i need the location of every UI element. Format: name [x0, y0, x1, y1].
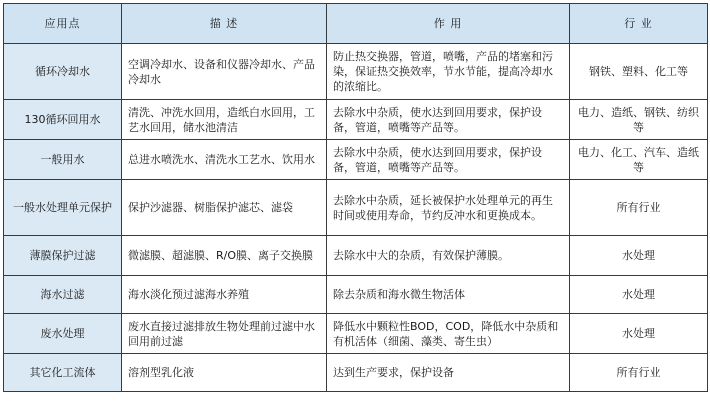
cell-effect: 降低水中颗粒性BOD，COD，降低水中杂质和有机活体（细菌、藻类、寄生虫）: [327, 314, 570, 354]
cell-industry: 钢铁、塑料、化工等: [570, 44, 708, 100]
cell-description: 微滤膜、超滤膜、R/O膜、离子交换膜: [122, 236, 327, 276]
cell-application: 循环冷却水: [4, 44, 122, 100]
table-row: [4, 236, 708, 276]
cell-description: 总进水喷洗水、清洗水工艺水、饮用水: [122, 140, 327, 180]
cell-effect: 除去杂质和海水微生物活体: [327, 276, 570, 314]
cell-industry: 水处理: [570, 236, 708, 276]
cell-application: 一般用水: [4, 140, 122, 180]
cell-industry: 水处理: [570, 276, 708, 314]
cell-application: 废水处理: [4, 314, 122, 354]
cell-effect: 达到生产要求，保护设备: [327, 354, 570, 392]
cell-effect: 防止热交换器，管道，喷嘴，产品的堵塞和污染，保证热交换效率，节水节能，提高冷却水的浓缩比。: [327, 44, 570, 100]
header-effect: 作 用: [327, 4, 570, 44]
cell-industry: 水处理: [570, 314, 708, 354]
table-row: [4, 44, 708, 100]
cell-application: 薄膜保护过滤: [4, 236, 122, 276]
header-description: 描 述: [122, 4, 327, 44]
table-row: [4, 180, 708, 236]
header-application: 应用点: [4, 4, 122, 44]
cell-effect: 去除水中大的杂质，有效保护薄膜。: [327, 236, 570, 276]
header-row: [4, 4, 708, 44]
cell-application: 其它化工流体: [4, 354, 122, 392]
cell-description: 废水直接过滤排放生物处理前过滤中水回用前过滤: [122, 314, 327, 354]
application-table: [3, 3, 708, 392]
table-row: [4, 276, 708, 314]
cell-description: 保护沙滤器、树脂保护滤芯、滤袋: [122, 180, 327, 236]
cell-description: 溶剂型乳化液: [122, 354, 327, 392]
cell-industry: 所有行业: [570, 354, 708, 392]
cell-description: 海水淡化预过滤海水养殖: [122, 276, 327, 314]
cell-industry: 电力、化工、汽车、造纸等: [570, 140, 708, 180]
cell-effect: 去除水中杂质，使水达到回用要求，保护设备，管道，喷嘴等产品等。: [327, 100, 570, 140]
cell-effect: 去除水中杂质，使水达到回用要求，保护设备，管道，喷嘴等产品等。: [327, 140, 570, 180]
cell-industry: 电力、造纸、钢铁、纺织等: [570, 100, 708, 140]
table-row: [4, 314, 708, 354]
cell-application: 海水过滤: [4, 276, 122, 314]
cell-description: 清洗、冲洗水回用，造纸白水回用，工艺水回用，储水池清洁: [122, 100, 327, 140]
cell-effect: 去除水中杂质，延长被保护水处理单元的再生时间或使用寿命，节约反冲水和更换成本。: [327, 180, 570, 236]
cell-application: 130循环回用水: [4, 100, 122, 140]
header-industry: 行 业: [570, 4, 708, 44]
table-row: [4, 100, 708, 140]
cell-description: 空调冷却水、设备和仪器冷却水、产品冷却水: [122, 44, 327, 100]
cell-application: 一般水处理单元保护: [4, 180, 122, 236]
cell-industry: 所有行业: [570, 180, 708, 236]
table-row: [4, 354, 708, 392]
table-row: [4, 140, 708, 180]
